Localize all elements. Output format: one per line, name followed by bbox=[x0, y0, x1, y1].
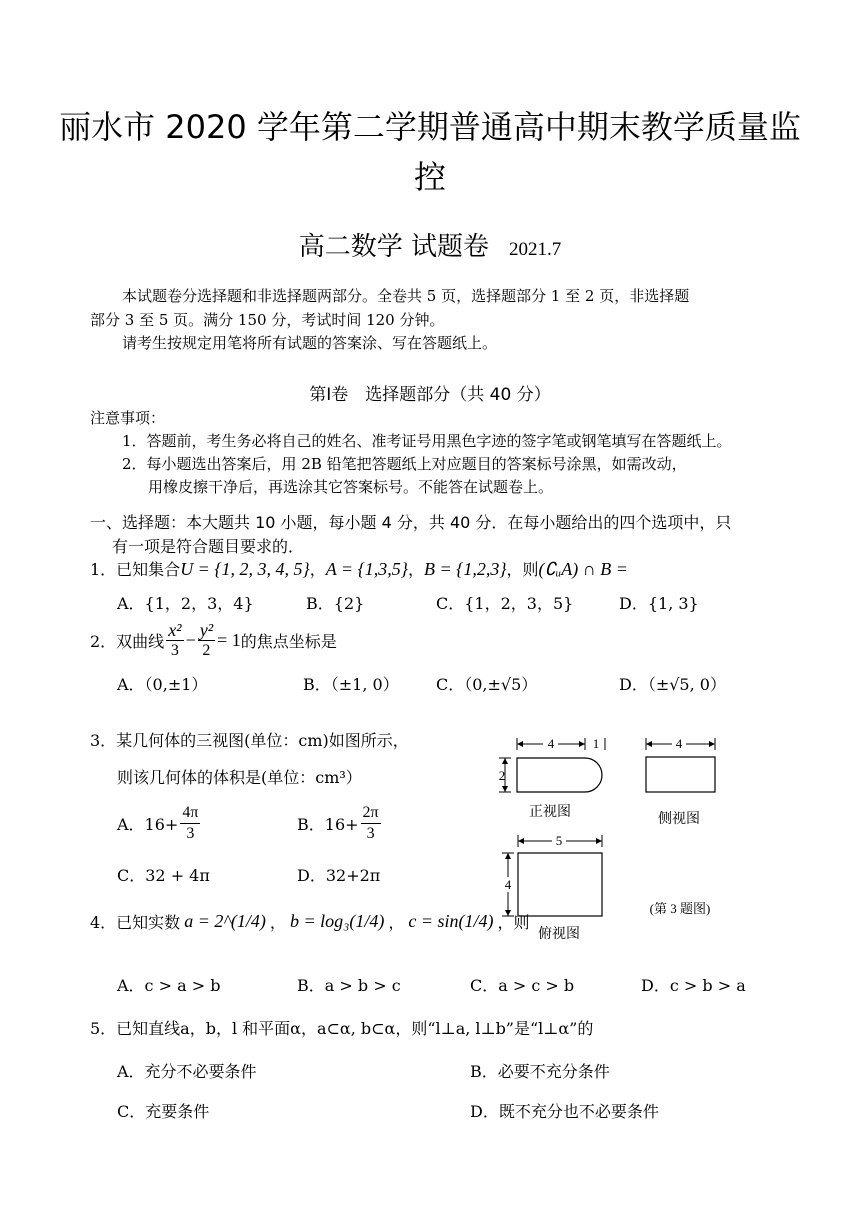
q4-prefix: 4．已知实数 bbox=[90, 913, 181, 932]
front-height-label: 2 bbox=[498, 768, 506, 783]
q4-b-def: b = log₃(1/4) bbox=[289, 911, 385, 931]
q4-suffix: ，则 bbox=[497, 913, 530, 932]
q2-option-d: D．（±√5, 0） bbox=[619, 675, 726, 694]
q3-option-a: A．16+ $\frac{4\pi}{3}$ bbox=[117, 804, 199, 842]
q1-set-b: B = {1,2,3} bbox=[423, 559, 507, 579]
q2-option-c: C．（0,±√5） bbox=[436, 675, 538, 694]
q2-option-a: A．（0,±1） bbox=[117, 675, 208, 694]
q3-option-b: B．16+ $\frac{2\pi}{3}$ bbox=[297, 804, 379, 842]
page-title-line2: 控 bbox=[413, 158, 446, 196]
side-view-label: 侧视图 bbox=[658, 812, 700, 827]
side-view bbox=[646, 736, 715, 792]
q1-option-a: A．{1，2，3，4} bbox=[117, 594, 254, 613]
q4-c-def: c = sin(1/4) bbox=[408, 911, 494, 931]
q4-option-b: B．a > b > c bbox=[297, 976, 401, 995]
q4-a-def: a = 2^(1/4) bbox=[184, 911, 266, 931]
q1-option-c: C．{1，2，3，5} bbox=[436, 594, 574, 613]
q2-minus: − bbox=[185, 630, 196, 650]
figure-caption: (第 3 题图) bbox=[649, 901, 711, 916]
front-view bbox=[499, 736, 605, 792]
q1-option-d: D．{1, 3} bbox=[619, 594, 699, 613]
q5-option-d: D．既不充分也不必要条件 bbox=[470, 1102, 659, 1121]
exam-date: 2021.7 bbox=[509, 239, 562, 260]
subtitle-text: 高二数学 试题卷 bbox=[298, 232, 489, 262]
question-1: 1．已知集合U = {1, 2, 3, 4, 5}，A = {1,3,5}，B = {1,2,3}，则(∁ᵤA) ∩ B = bbox=[90, 559, 628, 579]
q1-set-u: U = {1, 2, 3, 4, 5} bbox=[180, 559, 310, 579]
note-1: 1．答题前，考生务必将自己的姓名、准考证号用黑色字迹的签字笔或钢笔填写在答题纸上。 bbox=[122, 432, 732, 450]
note-2-line1: 2．每小题选出答案后，用 2B 铅笔把答题纸上对应题目的答案标号涂黑，如需改动， bbox=[122, 455, 687, 473]
question-2 bbox=[90, 620, 337, 661]
question-5: 5．已知直线a，b，l 和平面α，a⊂α, b⊂α，则“l⊥a, l⊥b”是“l⊥α”的 bbox=[90, 1019, 594, 1038]
q1-expression: (∁ᵤA) ∩ B = bbox=[538, 559, 628, 579]
q3-option-c: C．32 + 4π bbox=[117, 866, 210, 885]
question-4: 4．已知实数 a = 2^(1/4) ， b = log₃(1/4) ， c = sin(1/4) ，则 bbox=[90, 911, 530, 932]
q2-option-b: B．（±1, 0） bbox=[303, 675, 399, 694]
q2-prefix: 2．双曲线 bbox=[90, 632, 165, 651]
q4-option-c: C．a > c > b bbox=[470, 976, 575, 995]
intro-line2: 部分 3 至 5 页。满分 150 分，考试时间 120 分钟。 bbox=[90, 311, 445, 329]
part1-heading: 第Ⅰ卷 选择题部分（共 40 分） bbox=[309, 385, 551, 405]
top-width-label: 5 bbox=[555, 833, 563, 848]
intro-line3: 请考生按规定用笔将所有试题的答案涂、写在答题纸上。 bbox=[122, 334, 498, 352]
page-title-line1: 丽水市 2020 学年第二学期普通高中期末教学质量监 bbox=[59, 108, 801, 146]
notes-title: 注意事项： bbox=[90, 409, 166, 427]
q1-set-a: A = {1,3,5} bbox=[325, 559, 408, 579]
page-subtitle bbox=[0, 226, 860, 263]
q2-equals: = 1 bbox=[217, 630, 241, 650]
q3-line1: 3．某几何体的三视图(单位：cm)如图所示， bbox=[90, 731, 409, 750]
front-width-label: 4 bbox=[547, 736, 555, 751]
q5-option-c: C．充要条件 bbox=[117, 1102, 210, 1121]
section1-line2: 有一项是符合题目要求的． bbox=[112, 537, 305, 556]
q2-fraction-y: $\frac{\text{y²}}{2}$ bbox=[199, 620, 214, 659]
intro-line1: 本试题卷分选择题和非选择题两部分。全卷共 5 页，选择题部分 1 至 2 页，非选择题 bbox=[122, 287, 690, 305]
q4-option-a: A．c > a > b bbox=[117, 976, 221, 995]
q1-prefix: 1．已知集合 bbox=[90, 560, 181, 579]
q3-option-d: D．32+2π bbox=[297, 866, 381, 885]
front-view-label: 正视图 bbox=[529, 805, 571, 820]
q1-then: ，则 bbox=[506, 560, 539, 579]
top-view-label: 俯视图 bbox=[538, 927, 580, 942]
side-width-label: 4 bbox=[675, 736, 683, 751]
q1-option-b: B．{2} bbox=[306, 594, 365, 613]
q5-option-a: A．充分不必要条件 bbox=[117, 1062, 257, 1081]
top-view bbox=[502, 833, 602, 916]
section1-line1: 一、选择题：本大题共 10 小题，每小题 4 分，共 40 分．在每小题给出的四个选项中，只 bbox=[90, 513, 732, 532]
note-2-line2: 用橡皮擦干净后，再选涂其它答案标号。不能答在试题卷上。 bbox=[148, 478, 554, 496]
front-radius-label: 1 bbox=[592, 736, 600, 751]
q4-option-d: D．c > b > a bbox=[641, 976, 746, 995]
q2-suffix: 的焦点坐标是 bbox=[240, 632, 337, 651]
top-height-label: 4 bbox=[504, 877, 512, 892]
q3-line2: 则该几何体的体积是(单位：cm³） bbox=[117, 768, 362, 787]
q5-option-b: B．必要不充分条件 bbox=[470, 1062, 610, 1081]
q2-fraction-x: $\frac{\text{x²}}{3}$ bbox=[168, 620, 182, 659]
